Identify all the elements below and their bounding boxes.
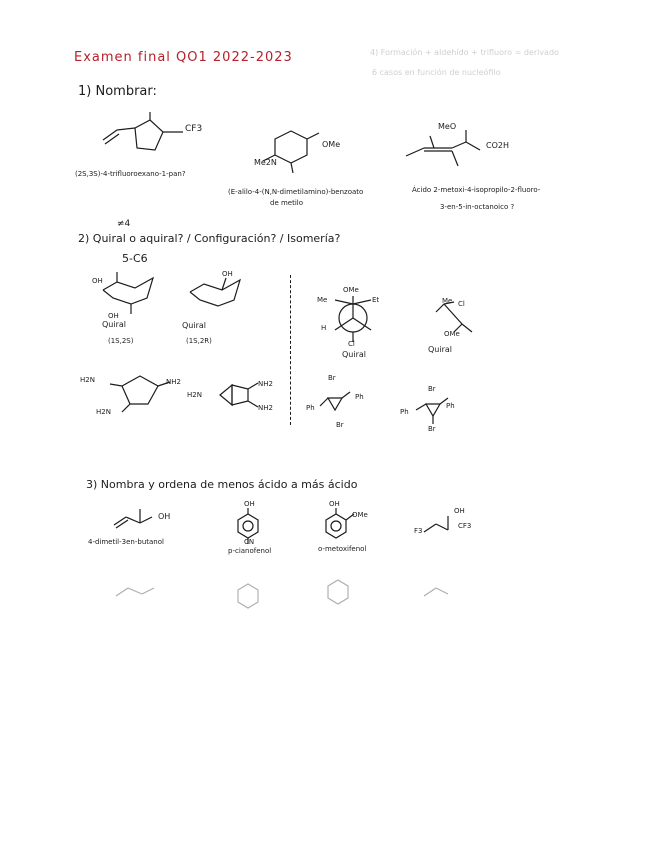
q2-chair-2-answer: Quiral bbox=[182, 321, 207, 330]
q3-methoxyphenol-ome: OMe bbox=[352, 511, 368, 519]
q2-bicyclo-nh2-bottom: NH2 bbox=[258, 404, 273, 412]
bleed-through-line-2: 6 casos en función de nucleófilo bbox=[372, 68, 501, 77]
q2-newman-ome: OMe bbox=[343, 286, 359, 294]
q2-dibromo-1-ph-left: Ph bbox=[306, 404, 315, 412]
page-title: Examen final QO1 2022-2023 bbox=[74, 50, 293, 65]
bleed-through-line-1: 4) Formación + aldehído + trifluoro = derivado bbox=[370, 48, 559, 57]
column-divider bbox=[290, 275, 291, 425]
q1-b-me2n-label: Me2N bbox=[254, 158, 277, 167]
q2-dibromo-2-drawing bbox=[408, 392, 468, 432]
q3-methoxyphenol-oh: OH bbox=[329, 500, 340, 508]
q3-cyanophenol-oh: OH bbox=[244, 500, 255, 508]
q2-sawhorse-ome: OMe bbox=[444, 330, 460, 338]
q2-chair-1-drawing bbox=[95, 270, 165, 315]
q1-a-name: (2S,3S)-4-trifluoroexano-1-pan? bbox=[75, 170, 186, 178]
q3-alkoxide-faint-drawing bbox=[112, 578, 172, 603]
q2-chair-2-config: (1S,2R) bbox=[186, 337, 212, 345]
q2-newman-answer: Quiral bbox=[342, 350, 367, 359]
q3-heading: 3) Nombra y ordena de menos ácido a más ácido bbox=[86, 478, 358, 491]
q2-sawhorse-me: Me bbox=[442, 297, 453, 305]
q2-dibromo-2-br-bottom: Br bbox=[428, 425, 436, 433]
q2-dibromo-1-drawing bbox=[310, 382, 370, 422]
q2-spiro-h2n-top: H2N bbox=[80, 376, 95, 384]
q2-chair-1-oh-top: OH bbox=[92, 277, 103, 285]
q3-alkenol-oh: OH bbox=[158, 512, 171, 521]
q2-dibromo-1-br-bottom: Br bbox=[336, 421, 344, 429]
q2-heading: 2) Quiral o aquiral? / Configuración? / Isomería? bbox=[78, 232, 341, 245]
q2-sawhorse-cl: Cl bbox=[458, 300, 465, 308]
q2-newman-h: H bbox=[321, 324, 327, 332]
q3-fluoroalkoxide-faint-drawing bbox=[418, 576, 478, 606]
q1-c-meo-label: MeO bbox=[438, 122, 457, 131]
q2-chair-2-oh: OH bbox=[222, 270, 233, 278]
q3-fluoroalcohol-f3: F3 bbox=[414, 527, 423, 535]
q3-methoxyphenol-name: o-metoxifenol bbox=[318, 545, 367, 553]
q2-bicyclo-nh2-top: NH2 bbox=[258, 380, 273, 388]
q1-a-cf3-label: CF3 bbox=[185, 124, 203, 134]
q3-cyanophenol-cn: CN bbox=[244, 538, 255, 546]
q2-newman-cl: Cl bbox=[348, 340, 355, 348]
q3-methoxyphenoxide-faint-drawing bbox=[320, 574, 360, 610]
q1-c-co2h-label: CO2H bbox=[486, 141, 509, 150]
q2-newman-et: Et bbox=[372, 296, 380, 304]
q3-cyanophenol-name: p-cianofenol bbox=[228, 547, 272, 555]
q2-spiro-nh2: NH2 bbox=[166, 378, 181, 386]
q2-spiro-drawing bbox=[100, 368, 180, 418]
q2-dibromo-1-br-top: Br bbox=[328, 374, 336, 382]
q2-bicyclo-h2n: H2N bbox=[187, 391, 202, 399]
q2-spiro-h2n-bottom: H2N bbox=[96, 408, 111, 416]
q3-fluoroalcohol-oh: OH bbox=[454, 507, 465, 515]
q1-b-ome-label: OMe bbox=[322, 140, 341, 149]
q2-chair-1-answer: Quiral bbox=[102, 320, 127, 329]
q3-phenoxide-faint-drawing bbox=[230, 578, 270, 618]
q2-dibromo-2-ph-right: Ph bbox=[446, 402, 455, 410]
q1-heading: 1) Nombrar: bbox=[78, 84, 157, 99]
q2-chair-1-oh-bottom: OH bbox=[108, 312, 119, 320]
q2-chair-1-config: (1S,2S) bbox=[108, 337, 134, 345]
q2-newman-me: Me bbox=[317, 296, 328, 304]
q2-sawhorse-answer: Quiral bbox=[428, 345, 453, 354]
q2-note-2: 5-C6 bbox=[122, 252, 148, 265]
q1-molecule-b-drawing bbox=[255, 125, 355, 175]
q1-b-name-line1: (E-alilo-4-(N,N-dimetilamino)-benzoato bbox=[228, 188, 364, 196]
q2-note-1: ≠4 bbox=[117, 219, 131, 229]
q3-alkenol-name: 4-dimetil-3en-butanol bbox=[88, 538, 164, 546]
q1-c-name-line2: 3-en-5-in-octanoico ? bbox=[440, 203, 515, 211]
q1-molecule-a-drawing bbox=[95, 110, 215, 170]
q2-dibromo-1-ph-right: Ph bbox=[355, 393, 364, 401]
q1-b-name-line2: de metilo bbox=[270, 199, 304, 207]
q1-c-name-line1: Ácido 2-metoxi-4-isopropilo-2-fluoro- bbox=[412, 186, 541, 194]
q2-dibromo-2-ph-left: Ph bbox=[400, 408, 409, 416]
q3-fluoroalcohol-cf3: CF3 bbox=[458, 522, 472, 530]
q2-dibromo-2-br-top: Br bbox=[428, 385, 436, 393]
q2-chair-2-drawing bbox=[182, 272, 252, 317]
